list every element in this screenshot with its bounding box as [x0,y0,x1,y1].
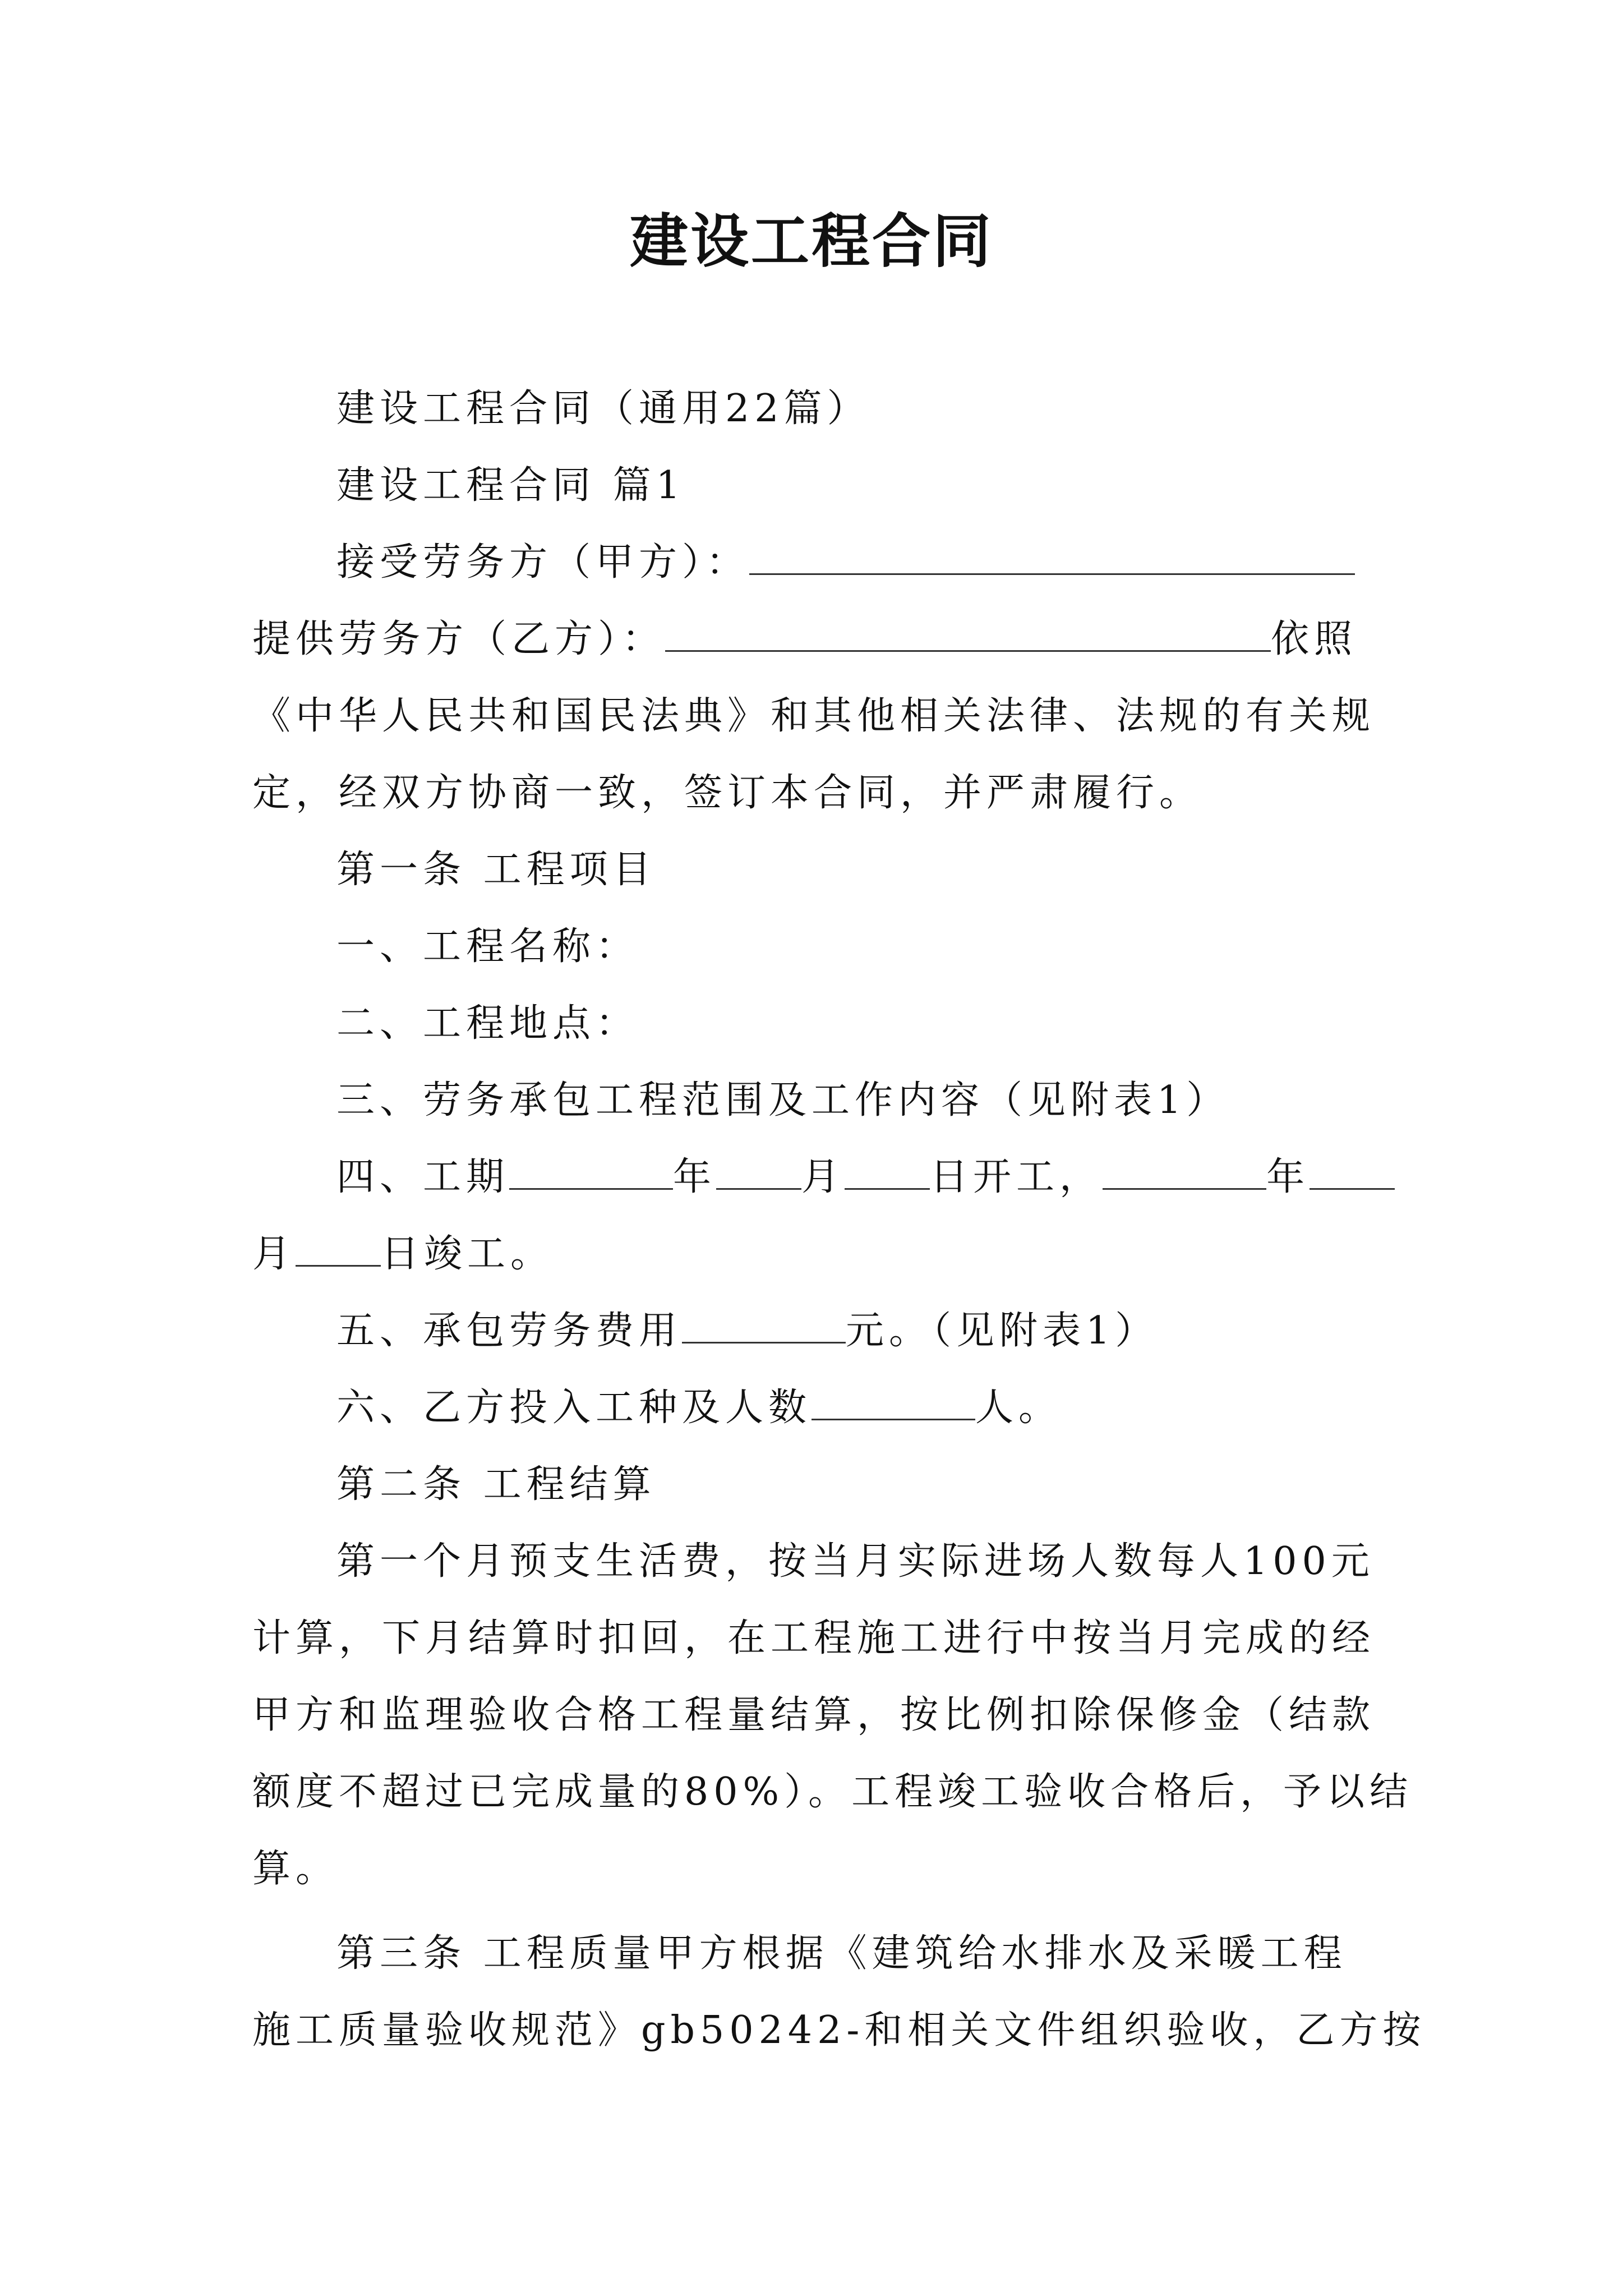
text-line: 三、劳务承包工程范围及工作内容（见附表1） [336,1078,1230,1122]
paragraph-line [252,1830,1380,1907]
paragraph-line [252,678,1380,754]
party-a-blank [749,541,1355,575]
text-fragment: 四、工期 [336,1155,510,1199]
paragraph-line [252,1992,1426,2069]
fee-blank [682,1309,846,1343]
start-month-blank [716,1156,801,1190]
paragraph-line [252,1677,1380,1754]
text-line: 《中华人民共和国民法典》和其他相关法律、法规的有关规 [252,694,1376,738]
text-line: 一、工程名称： [336,924,639,969]
end-month-blank [1310,1156,1395,1190]
text-fragment: 月 [801,1155,845,1199]
text-line: 定，经双方协商一致，签订本合同，并严肃履行。 [252,771,1203,815]
end-day-blank [296,1232,381,1267]
text-line: 第一个月预支生活费，按当月实际进场人数每人100元 [336,1539,1375,1584]
paragraph-line [252,1523,1380,1600]
workers-blank [811,1386,975,1420]
project-location-line [252,985,1380,1062]
paragraph-line [252,1600,1380,1677]
text-fragment: 人。 [975,1386,1062,1430]
paragraph-line [252,1754,1413,1830]
text-fragment: 五、承包劳务费用 [336,1309,683,1353]
text-fragment: 日开工， [930,1155,1103,1199]
party-a-line [252,524,1380,601]
schedule-line-cont [252,1216,1380,1292]
text-fragment: 日竣工。 [381,1232,554,1276]
text-fragment: 元。（见附表1） [846,1309,1159,1353]
text-fragment: 年 [1266,1155,1310,1199]
text-fragment: 年 [673,1155,717,1199]
project-name-line [252,908,1380,985]
text-line: 第三条 工程质量甲方根据《建筑给水排水及采暖工程 [336,1931,1347,1976]
text-line: 算。 [252,1847,339,1891]
document-title: 建设工程合同 [629,207,993,275]
document-body [252,370,1426,2069]
fee-line [252,1292,1380,1369]
start-year-blank [509,1156,673,1190]
text-line: 第二条 工程结算 [336,1462,656,1507]
start-day-blank [845,1156,930,1190]
party-b-blank [665,618,1271,652]
article-3-heading [252,1915,1380,1992]
text-line: 额度不超过已完成量的80%）。工程竣工验收合格后，予以结 [252,1770,1413,1814]
text-line: 甲方和监理验收合格工程量结算，按比例扣除保修金（结款 [252,1693,1376,1737]
text-line: 计算，下月结算时扣回，在工程施工进行中按当月完成的经 [252,1616,1376,1660]
contract-number-heading [252,447,1380,524]
text-fragment: 月 [252,1232,296,1276]
end-year-blank [1103,1156,1266,1190]
text-fragment: 六、乙方投入工种及人数 [336,1386,812,1430]
text-line: 建设工程合同（通用22篇） [336,386,870,431]
text-line: 施工质量验收规范》gb50242-和相关文件组织验收，乙方按 [252,2008,1426,2053]
contract-collection-heading [252,370,1380,447]
party-b-label: 提供劳务方（乙方）： [252,617,666,661]
schedule-line [252,1139,1380,1216]
workers-line [252,1369,1380,1446]
article-2-heading [252,1446,1380,1523]
article-1-heading [252,831,1380,908]
text-line: 二、工程地点： [336,1001,639,1046]
paragraph-line [252,754,1380,831]
party-b-line [252,601,1380,678]
project-scope-line [252,1062,1380,1139]
text-line: 第一条 工程项目 [336,848,656,892]
text-line: 建设工程合同 篇1 [336,463,685,508]
party-a-label: 接受劳务方（甲方）： [336,540,750,585]
text-fragment: 依照 [1271,617,1358,661]
